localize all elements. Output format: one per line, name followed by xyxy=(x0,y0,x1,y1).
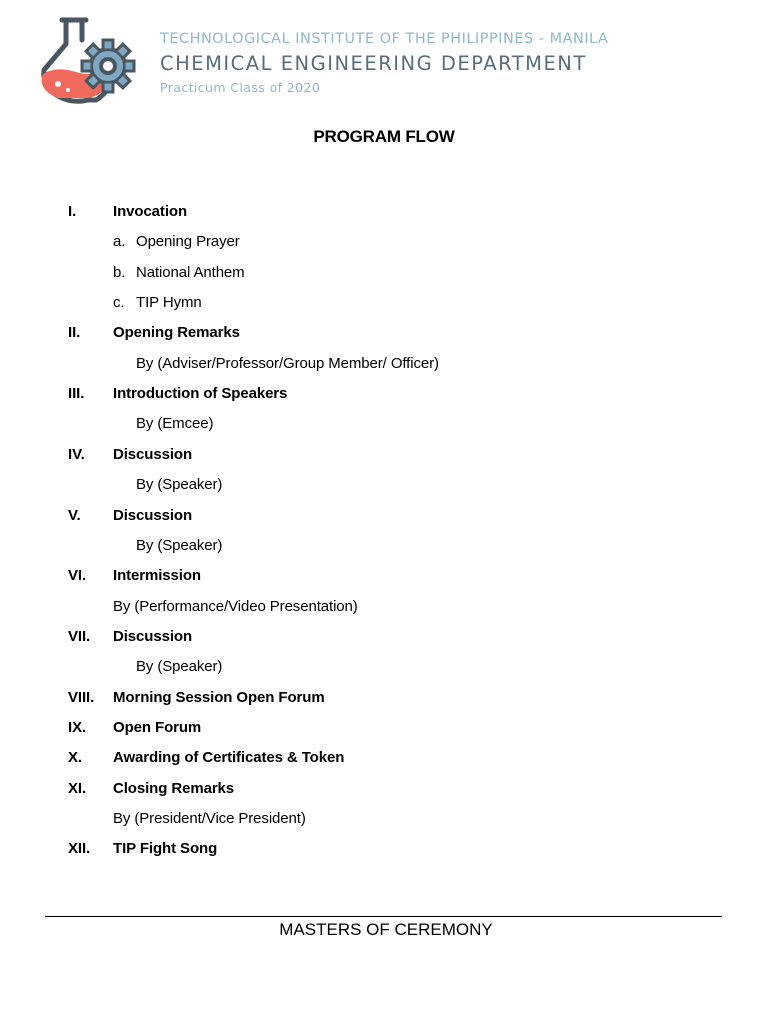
item-title: Discussion xyxy=(113,445,193,463)
page-title: PROGRAM FLOW xyxy=(313,127,455,146)
item-number: V. xyxy=(68,506,81,524)
item-by: By (Speaker) xyxy=(136,536,223,554)
item-title: Invocation xyxy=(113,203,188,220)
item-title: Awarding of Certificates & Token xyxy=(113,749,345,767)
item-number: III. xyxy=(68,385,85,403)
item-title: TIP Fight Song xyxy=(113,840,218,858)
sub-item-text: Opening Prayer xyxy=(136,233,240,251)
item-number: XII. xyxy=(68,840,91,858)
item-title: Closing Remarks xyxy=(113,779,235,797)
item-by: By (President/Vice President) xyxy=(113,810,306,827)
item-number: XI. xyxy=(68,779,87,797)
item-number: VI. xyxy=(68,567,87,585)
sub-item-letter: b. xyxy=(113,263,126,281)
item-number: IV. xyxy=(68,445,85,463)
item-by: By (Speaker) xyxy=(136,658,223,676)
class-name: Practicum Class of 2020 xyxy=(160,80,321,95)
item-number: VIII. xyxy=(68,688,95,706)
item-number: X. xyxy=(68,749,82,767)
item-by: By (Performance/Video Presentation) xyxy=(113,597,358,615)
item-number: I. xyxy=(68,203,77,220)
item-title: Discussion xyxy=(113,627,193,645)
item-number: IX. xyxy=(68,718,87,736)
item-title: Morning Session Open Forum xyxy=(113,688,325,706)
item-title: Introduction of Speakers xyxy=(113,385,288,403)
masters-of-ceremony-label: MASTERS OF CEREMONY xyxy=(279,920,493,939)
sub-item-text: TIP Hymn xyxy=(136,294,202,312)
item-title: Intermission xyxy=(113,567,201,585)
institute-name: TECHNOLOGICAL INSTITUTE OF THE PHILIPPINES - MANILA xyxy=(160,31,609,47)
item-number: VII. xyxy=(68,627,91,645)
item-by: By (Adviser/Professor/Group Member/ Officer) xyxy=(136,354,439,372)
item-number: II. xyxy=(68,324,81,342)
sub-item-letter: a. xyxy=(113,233,126,251)
department-name: CHEMICAL ENGINEERING DEPARTMENT xyxy=(160,52,587,75)
item-title: Discussion xyxy=(113,506,193,524)
item-title: Opening Remarks xyxy=(113,324,240,342)
item-title: Open Forum xyxy=(113,718,202,736)
sub-item-text: National Anthem xyxy=(136,263,245,281)
flask-gear-icon xyxy=(36,14,138,106)
item-by: By (Speaker) xyxy=(136,476,223,494)
signature-line xyxy=(45,916,722,917)
sub-item-letter: c. xyxy=(113,294,125,312)
item-by: By (Emcee) xyxy=(136,415,214,433)
